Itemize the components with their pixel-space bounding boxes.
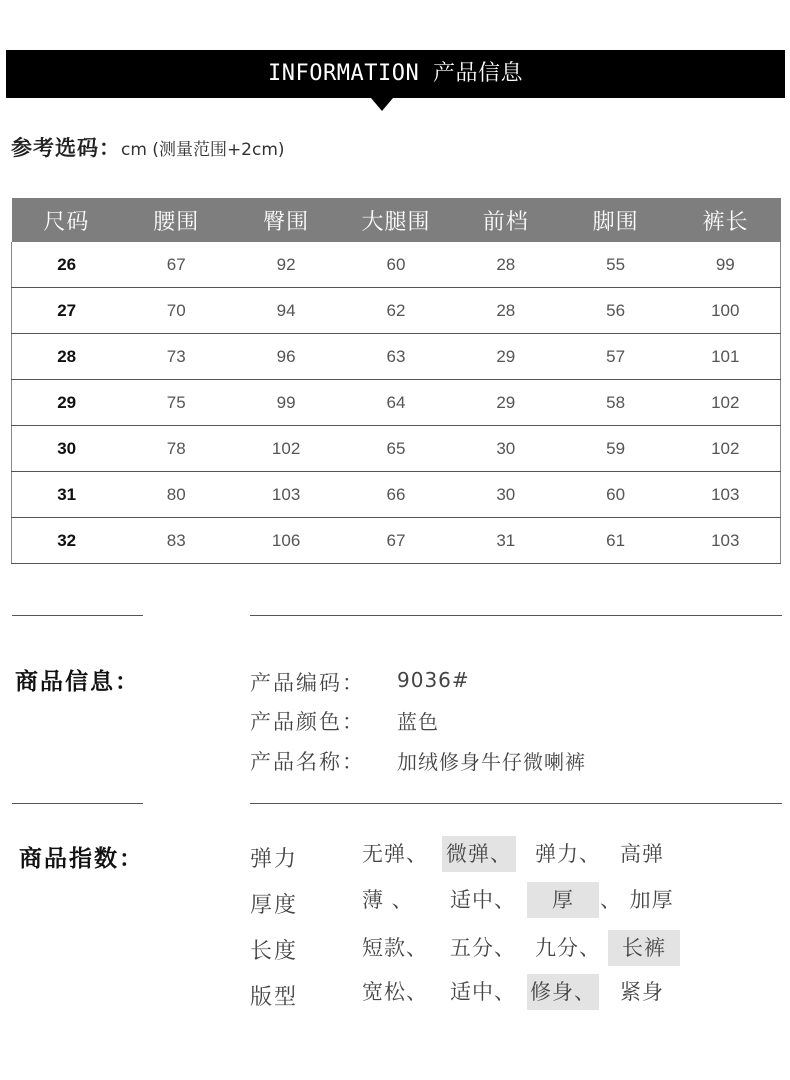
length-option: 九分、 bbox=[535, 936, 601, 960]
cell-hem: 60 bbox=[561, 472, 671, 518]
length-label: 长度 bbox=[250, 939, 299, 964]
reference-label: 参考选码： bbox=[11, 136, 121, 160]
divider-left-1 bbox=[12, 615, 143, 616]
length-option-selected: 长裤 bbox=[608, 930, 680, 966]
col-header-hem: 脚围 bbox=[561, 198, 671, 242]
product-name-label: 产品名称： bbox=[250, 750, 365, 774]
col-header-waist: 腰围 bbox=[121, 198, 231, 242]
product-color-value: 蓝色 bbox=[397, 710, 439, 734]
cell-size: 26 bbox=[12, 242, 122, 288]
cell-hem: 61 bbox=[561, 518, 671, 564]
cell-hip: 102 bbox=[231, 426, 341, 472]
table-row bbox=[12, 288, 781, 334]
cell-rise: 29 bbox=[451, 334, 561, 380]
product-info-title: 商品信息： bbox=[15, 669, 140, 695]
divider-right-1 bbox=[250, 615, 782, 616]
fit-option: 宽松、 bbox=[362, 980, 428, 1004]
cell-hip: 103 bbox=[231, 472, 341, 518]
cell-waist: 80 bbox=[121, 472, 231, 518]
fit-option: 适中、 bbox=[450, 980, 516, 1004]
cell-hip: 92 bbox=[231, 242, 341, 288]
cell-length: 103 bbox=[671, 518, 781, 564]
elasticity-option: 无弹、 bbox=[362, 842, 428, 866]
cell-rise: 30 bbox=[451, 472, 561, 518]
cell-size: 28 bbox=[12, 334, 122, 380]
cell-thigh: 65 bbox=[341, 426, 451, 472]
cell-length: 101 bbox=[671, 334, 781, 380]
thickness-option: 、 加厚 bbox=[600, 888, 674, 912]
cell-hem: 58 bbox=[561, 380, 671, 426]
cell-thigh: 66 bbox=[341, 472, 451, 518]
thickness-option: 适中、 bbox=[450, 888, 516, 912]
fit-label: 版型 bbox=[250, 985, 299, 1010]
product-name-value: 加绒修身牛仔微喇裤 bbox=[397, 750, 586, 774]
cell-hem: 59 bbox=[561, 426, 671, 472]
col-header-size: 尺码 bbox=[12, 198, 122, 242]
cell-rise: 29 bbox=[451, 380, 561, 426]
product-index-title: 商品指数： bbox=[19, 846, 144, 872]
fit-option: 紧身 bbox=[620, 980, 664, 1004]
reference-line bbox=[11, 132, 285, 164]
cell-length: 99 bbox=[671, 242, 781, 288]
size-table bbox=[11, 198, 781, 564]
cell-length: 102 bbox=[671, 380, 781, 426]
cell-length: 103 bbox=[671, 472, 781, 518]
cell-hip: 99 bbox=[231, 380, 341, 426]
cell-size: 32 bbox=[12, 518, 122, 564]
cell-rise: 30 bbox=[451, 426, 561, 472]
product-code-value: 9036# bbox=[397, 668, 470, 692]
cell-hem: 56 bbox=[561, 288, 671, 334]
cell-size: 29 bbox=[12, 380, 122, 426]
col-header-hip: 臀围 bbox=[231, 198, 341, 242]
divider-left-2 bbox=[12, 803, 143, 804]
cell-rise: 28 bbox=[451, 288, 561, 334]
thickness-option: 薄 、 bbox=[362, 888, 414, 912]
cell-waist: 83 bbox=[121, 518, 231, 564]
thickness-option-selected: 厚 bbox=[527, 882, 599, 918]
table-row bbox=[12, 426, 781, 472]
elasticity-label: 弹力 bbox=[250, 847, 299, 872]
cell-size: 27 bbox=[12, 288, 122, 334]
cell-thigh: 64 bbox=[341, 380, 451, 426]
cell-thigh: 62 bbox=[341, 288, 451, 334]
col-header-thigh: 大腿围 bbox=[341, 198, 451, 242]
thickness-label: 厚度 bbox=[250, 893, 299, 918]
cell-hem: 55 bbox=[561, 242, 671, 288]
product-code-label: 产品编码： bbox=[250, 671, 365, 695]
elasticity-option-selected: 微弹、 bbox=[442, 836, 516, 872]
cell-waist: 75 bbox=[121, 380, 231, 426]
cell-hip: 94 bbox=[231, 288, 341, 334]
cell-waist: 78 bbox=[121, 426, 231, 472]
elasticity-option: 高弹 bbox=[620, 842, 664, 866]
header-banner bbox=[6, 50, 785, 98]
banner-notch bbox=[371, 98, 393, 111]
cell-size: 31 bbox=[12, 472, 122, 518]
fit-option-selected: 修身、 bbox=[527, 974, 599, 1010]
elasticity-option: 弹力、 bbox=[535, 842, 601, 866]
banner-title: INFORMATION 产品信息 bbox=[268, 61, 523, 86]
cell-waist: 73 bbox=[121, 334, 231, 380]
reference-note: cm (测量范围+2cm) bbox=[121, 140, 285, 160]
table-row bbox=[12, 380, 781, 426]
col-header-rise: 前档 bbox=[451, 198, 561, 242]
size-table-header-row bbox=[12, 198, 781, 242]
cell-size: 30 bbox=[12, 426, 122, 472]
cell-thigh: 63 bbox=[341, 334, 451, 380]
cell-length: 100 bbox=[671, 288, 781, 334]
cell-hem: 57 bbox=[561, 334, 671, 380]
length-option: 五分、 bbox=[450, 936, 516, 960]
cell-waist: 70 bbox=[121, 288, 231, 334]
cell-hip: 96 bbox=[231, 334, 341, 380]
col-header-length: 裤长 bbox=[671, 198, 781, 242]
length-option: 短款、 bbox=[362, 936, 428, 960]
table-row bbox=[12, 472, 781, 518]
table-row bbox=[12, 334, 781, 380]
product-color-label: 产品颜色： bbox=[250, 710, 365, 734]
cell-thigh: 60 bbox=[341, 242, 451, 288]
cell-waist: 67 bbox=[121, 242, 231, 288]
cell-hip: 106 bbox=[231, 518, 341, 564]
cell-rise: 28 bbox=[451, 242, 561, 288]
table-row bbox=[12, 518, 781, 564]
table-row bbox=[12, 242, 781, 288]
divider-right-2 bbox=[250, 803, 782, 804]
cell-thigh: 67 bbox=[341, 518, 451, 564]
cell-rise: 31 bbox=[451, 518, 561, 564]
cell-length: 102 bbox=[671, 426, 781, 472]
